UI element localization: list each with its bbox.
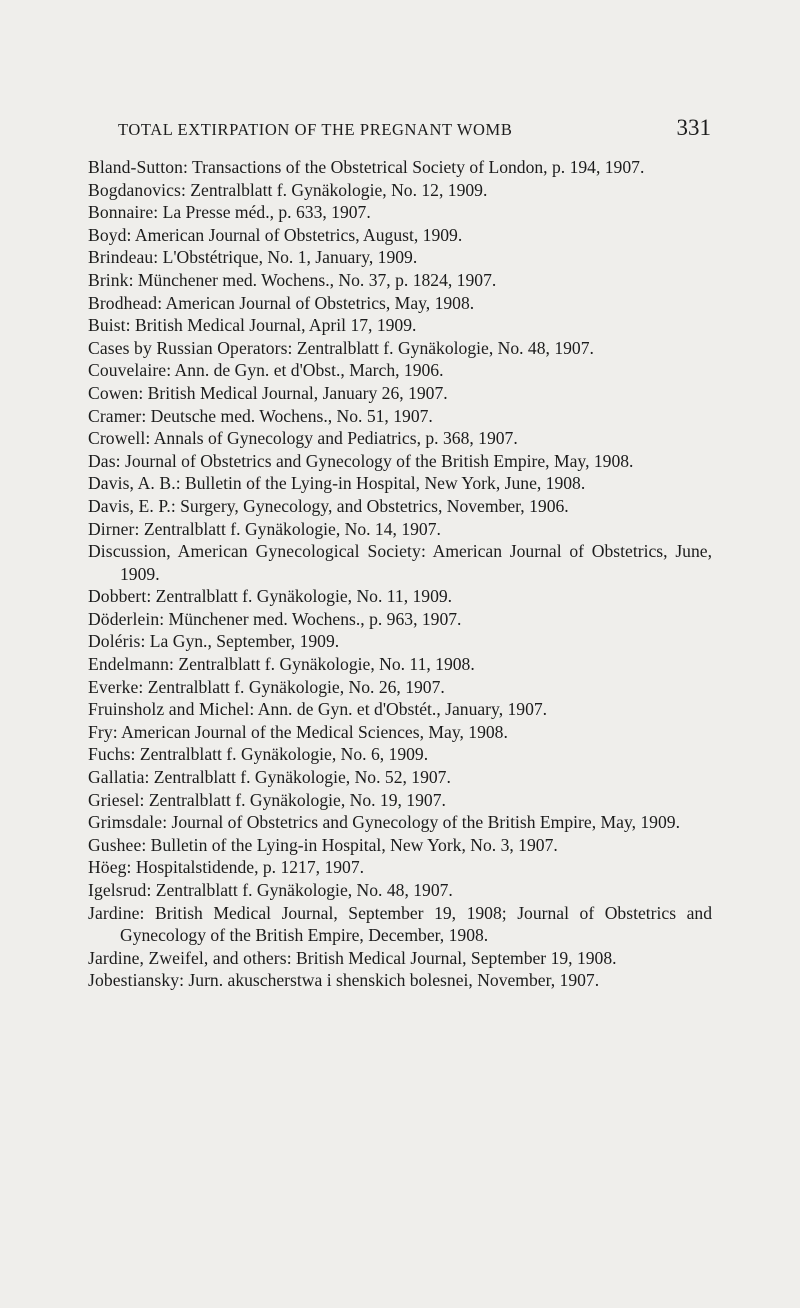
entry-citation: British Medical Journal, January 26, 1907.: [147, 382, 448, 403]
entry-citation: Zentralblatt f. Gynäkologie, No. 11, 1909.: [155, 586, 453, 607]
entry-citation: American Journal of the Medical Sciences, May, 1908.: [121, 721, 508, 742]
entry-author: Döderlein: [88, 608, 160, 629]
bibliography-entry: [88, 766, 712, 789]
bibliography-entry: [88, 518, 712, 541]
entry-separator: :: [175, 473, 186, 494]
entry-citation: American Journal of Obstetrics, June, 1909.: [120, 541, 712, 584]
entry-author: Gallatia: [88, 767, 145, 788]
entry-citation: American Journal of Obstetrics, August, 1909.: [134, 224, 463, 245]
bibliography-entry: [88, 359, 712, 382]
entry-citation: Journal of Obstetrics and Gynecology of the British Empire, May, 1908.: [124, 450, 634, 471]
entry-citation: Hospitalstidende, p. 1217, 1907.: [135, 857, 365, 878]
entry-separator: :: [166, 360, 175, 381]
entry-separator: :: [138, 382, 148, 403]
entry-separator: :: [139, 789, 149, 810]
entry-citation: Bulletin of the Lying-in Hospital, New York, June, 1908.: [185, 473, 586, 494]
entry-separator: :: [249, 699, 258, 720]
entry-citation: Annals of Gynecology and Pediatrics, p. 368, 1907.: [153, 428, 518, 449]
entry-citation: La Presse méd., p. 633, 1907.: [162, 202, 371, 223]
bibliography-entry: [88, 879, 712, 902]
entry-separator: :: [126, 857, 136, 878]
bibliography-entry: [88, 427, 712, 450]
entry-citation: Surgery, Gynecology, and Obstetrics, November, 1906.: [180, 495, 569, 516]
bibliography-entry: [88, 246, 712, 269]
entry-citation: Zentralblatt f. Gynäkologie, No. 14, 1907.: [143, 518, 441, 539]
entry-author: Discussion, American Gynecological Society: [88, 541, 421, 562]
entry-separator: :: [125, 315, 135, 336]
entry-author: Das: [88, 450, 116, 471]
entry-author: Doléris: [88, 631, 141, 652]
entry-author: Brodhead: [88, 292, 158, 313]
entry-separator: :: [146, 586, 156, 607]
bibliography-entry: [88, 608, 712, 631]
entry-citation: Transactions of the Obstetrical Society of London, p. 194, 1907.: [192, 157, 645, 177]
entry-author: Davis, A. B.: [88, 473, 176, 494]
entry-author: Davis, E. P.: [88, 495, 171, 516]
bibliography-entry: [88, 811, 712, 834]
entry-separator: :: [138, 676, 148, 697]
entry-citation: British Medical Journal, September 19, 1908.: [296, 947, 617, 968]
entry-citation: Münchener med. Wochens., No. 37, p. 1824, 1907.: [137, 269, 497, 290]
bibliography-entry: [88, 743, 712, 766]
entry-separator: :: [146, 880, 156, 900]
entry-separator: :: [126, 224, 135, 245]
entry-separator: :: [183, 157, 193, 177]
entry-author: Couvelaire: [88, 360, 167, 381]
bibliography-entry: [88, 630, 712, 653]
running-title: TOTAL EXTIRPATION OF THE PREGNANT WOMB: [118, 120, 513, 139]
bibliography-entry: [88, 337, 712, 360]
entry-citation: Bulletin of the Lying-in Hospital, New York, No. 3, 1907.: [150, 834, 558, 855]
bibliography-entry: [88, 969, 712, 992]
entry-separator: :: [420, 541, 433, 562]
entry-citation: Jurn. akuscherstwa i shenskich bolesnei, November, 1907.: [188, 970, 600, 991]
entry-author: Griesel: [88, 789, 140, 810]
bibliography-entry: [88, 472, 712, 495]
entry-author: Grimsdale: [88, 812, 163, 833]
entry-author: Höeg: [88, 857, 127, 878]
entry-citation: British Medical Journal, April 17, 1909.: [134, 315, 417, 336]
entry-separator: :: [141, 834, 151, 855]
entry-separator: :: [153, 202, 163, 223]
entry-citation: Münchener med. Wochens., p. 963, 1907.: [168, 608, 462, 629]
bibliography-entry: [88, 789, 712, 812]
bibliography-entry: [88, 902, 712, 947]
entry-separator: :: [157, 292, 166, 313]
entry-separator: :: [286, 947, 296, 968]
bibliography-entry: [88, 585, 712, 608]
entry-separator: :: [140, 631, 150, 652]
bibliography-entry: [88, 201, 712, 224]
bibliography-entry: [88, 676, 712, 699]
entry-citation: Zentralblatt f. Gynäkologie, No. 48, 1907.: [296, 337, 594, 358]
entry-separator: :: [144, 767, 154, 788]
bibliography-entry: [88, 382, 712, 405]
entry-author: Crowell: [88, 428, 146, 449]
entry-separator: :: [159, 608, 169, 629]
entry-author: Dobbert: [88, 586, 147, 607]
entry-author: Buist: [88, 315, 126, 336]
bibliography-entry: [88, 653, 712, 676]
bibliography-entry: [88, 224, 712, 247]
entry-separator: :: [141, 405, 151, 426]
entry-citation: Zentralblatt f. Gynäkologie, No. 6, 1909.: [139, 744, 429, 765]
bibliography-entry: [88, 405, 712, 428]
entry-author: Gushee: [88, 834, 142, 855]
entry-citation: American Journal of Obstetrics, May, 1908.: [165, 292, 475, 313]
entry-author: Bland-Sutton: [88, 157, 184, 177]
bibliography-entry: [88, 179, 712, 202]
entry-separator: :: [170, 495, 181, 516]
entry-author: Cowen: [88, 382, 139, 403]
entry-author: Jardine, Zweifel, and others: [88, 947, 287, 968]
bibliography-entry: [88, 698, 712, 721]
bibliography-list: [88, 156, 712, 992]
entry-separator: :: [134, 518, 144, 539]
entry-citation: Zentralblatt f. Gynäkologie, No. 48, 1907.: [155, 880, 453, 900]
entry-author: Brink: [88, 269, 129, 290]
bibliography-entry: [88, 450, 712, 473]
entry-citation: L'Obstétrique, No. 1, January, 1909.: [162, 247, 418, 268]
entry-author: Bogdanovics: [88, 179, 181, 200]
bibliography-entry: [88, 314, 712, 337]
entry-separator: :: [180, 179, 191, 200]
entry-separator: :: [128, 269, 138, 290]
entry-separator: :: [179, 970, 189, 991]
entry-citation: Journal of Obstetrics and Gynecology of the British Empire, May, 1909.: [171, 812, 680, 833]
entry-author: Jobestiansky: [88, 970, 180, 991]
bibliography-entry: [88, 834, 712, 857]
entry-author: Fruinsholz and Michel: [88, 699, 250, 720]
bibliography-entry: [88, 856, 712, 879]
entry-author: Brindeau: [88, 247, 154, 268]
entry-author: Fry: [88, 721, 113, 742]
bibliography-entry: [88, 495, 712, 518]
entry-author: Fuchs: [88, 744, 131, 765]
entry-citation: Zentralblatt f. Gynäkologie, No. 11, 1908.: [178, 654, 475, 675]
entry-citation: Zentralblatt f. Gynäkologie, No. 26, 1907.: [147, 676, 445, 697]
entry-author: Boyd: [88, 224, 127, 245]
bibliography-entry: [88, 721, 712, 744]
entry-author: Igelsrud: [88, 880, 147, 900]
entry-author: Everke: [88, 676, 139, 697]
entry-separator: :: [145, 428, 154, 449]
bibliography-entry: [88, 540, 712, 585]
entry-separator: :: [287, 337, 297, 358]
entry-author: Cases by Russian Operators: [88, 337, 288, 358]
bibliography-entry: [88, 156, 712, 179]
entry-citation: Zentralblatt f. Gynäkologie, No. 19, 1907.: [148, 789, 446, 810]
entry-author: Jardine: [88, 902, 140, 923]
running-header: [118, 116, 711, 142]
entry-author: Endelmann: [88, 654, 170, 675]
entry-separator: :: [139, 902, 155, 923]
entry-citation: Ann. de Gyn. et d'Obst., March, 1906.: [174, 360, 444, 381]
bibliography-entry: [88, 292, 712, 315]
entry-author: Bonnaire: [88, 202, 154, 223]
entry-citation: British Medical Journal, September 19, 1908; Journal of Obstetrics and Gynecology of the British Empire, December, 1908.: [120, 902, 712, 946]
entry-separator: :: [112, 721, 122, 742]
entry-separator: :: [115, 450, 125, 471]
bibliography-entry: [88, 269, 712, 292]
entry-citation: Ann. de Gyn. et d'Obstét., January, 1907.: [257, 699, 548, 720]
entry-citation: La Gyn., September, 1909.: [149, 631, 340, 652]
entry-author: Cramer: [88, 405, 142, 426]
entry-separator: :: [153, 247, 163, 268]
bibliography-entry: [88, 947, 712, 970]
entry-separator: :: [130, 744, 140, 765]
entry-author: Dirner: [88, 518, 135, 539]
entry-citation: Deutsche med. Wochens., No. 51, 1907.: [150, 405, 433, 426]
entry-citation: Zentralblatt f. Gynäkologie, No. 52, 1907.: [153, 767, 451, 788]
entry-citation: Zentralblatt f. Gynäkologie, No. 12, 1909.: [190, 179, 488, 200]
entry-separator: :: [169, 654, 179, 675]
page-number: 331: [676, 115, 711, 140]
entry-separator: :: [162, 812, 172, 833]
